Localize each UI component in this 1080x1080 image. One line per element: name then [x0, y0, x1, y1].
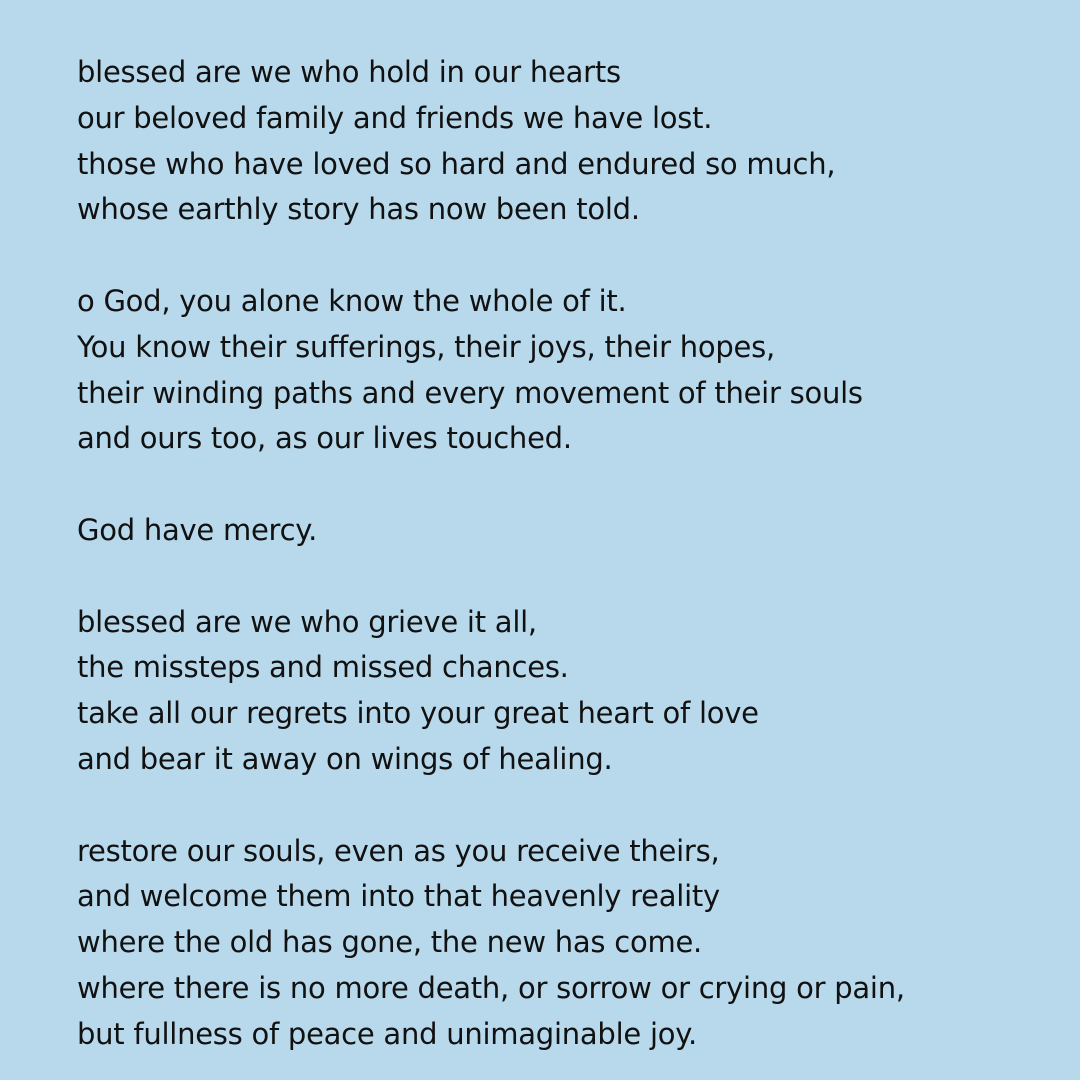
poem-line: o God, you alone know the whole of it. — [77, 283, 627, 318]
poem-line: those who have loved so hard and endured so much, — [77, 146, 836, 181]
poem-line: the missteps and missed chances. — [77, 650, 569, 685]
poem-text — [77, 50, 1037, 1058]
poem-line: and welcome them into that heavenly reality — [77, 879, 720, 914]
stanza-1 — [77, 50, 1037, 233]
poem-line: blessed are we who hold in our hearts — [77, 55, 621, 89]
poem-line: God have mercy. — [77, 512, 318, 547]
poem-line: restore our souls, even as you receive theirs, — [77, 833, 720, 868]
poem-line: blessed are we who grieve it all, — [77, 604, 537, 639]
poem-line: whose earthly story has now been told. — [77, 192, 640, 227]
poem-line: and ours too, as our lives touched. — [77, 421, 572, 456]
poem-line: where the old has gone, the new has come. — [77, 925, 703, 960]
poem-line: You know their sufferings, their joys, their hopes, — [77, 329, 775, 364]
stanza-3 — [77, 508, 1037, 554]
poem-line: our beloved family and friends we have lost. — [77, 100, 713, 135]
poem-line: take all our regrets into your great heart of love — [77, 696, 759, 731]
poem-line: and bear it away on wings of healing. — [77, 741, 613, 776]
stanza-4 — [77, 600, 1037, 783]
poem-line: where there is no more death, or sorrow or crying or pain, — [77, 970, 905, 1005]
stanza-2 — [77, 279, 1037, 462]
stanza-5 — [77, 829, 1037, 1058]
poem-line: but fullness of peace and unimaginable joy. — [77, 1016, 697, 1051]
poem-line: their winding paths and every movement of their souls — [77, 375, 863, 410]
